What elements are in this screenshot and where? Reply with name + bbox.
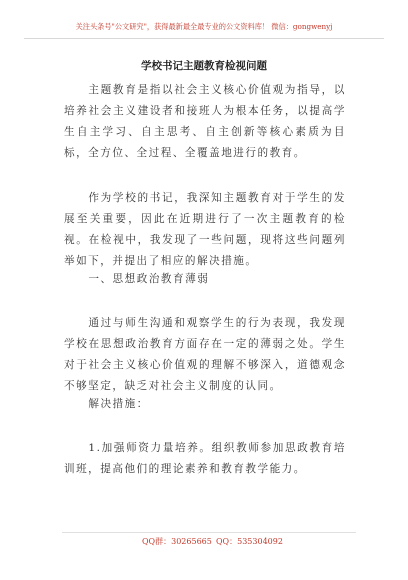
footer-qq-group: QQ群：30265665 [142, 537, 212, 546]
solution-item-1: 1.加强师资力量培养。组织教师参加思政教育培训班，提高他们的理论素养和教育教学能力。 [64, 442, 346, 475]
section-heading: 一、思想政治教育薄弱 [88, 273, 210, 285]
paragraph-context: 作为学校的书记，我深知主题教育对于学生的发展至关重要，因此在近期进行了一次主题教育的检视。在检视中，我发现了一些问题，现将这些问题列举如下，并提出了相应的解决措施。 [64, 192, 346, 267]
paragraph-problem: 通过与师生沟通和观察学生的行为表现，我发现学校在思想政治教育方面存在一定的薄弱之处。学生对于社会主义核心价值观的理解不够深入，道德观念不够坚定，缺乏对社会主义制度的认同。 [64, 317, 346, 392]
footer-qq: QQ：535304092 [216, 537, 283, 546]
document-title: 学校书记主题教育检视问题 [141, 60, 267, 72]
footer-divider [62, 532, 356, 533]
solutions-label: 解决措施： [88, 398, 149, 410]
paragraph-intro: 主题教育是指以社会主义核心价值观为指导，以培养社会主义建设者和接班人为根本任务，以提高学生自主学习、自主思考、自主创新等核心素质为目标，全方位、全过程、全覆盖地进行的教育。 [64, 84, 346, 159]
header-banner: 关注头条号"公文研究"，获得最新最全最专业的公文资料库！ 微信：gongwenyj [75, 22, 333, 31]
header-divider [24, 38, 384, 39]
